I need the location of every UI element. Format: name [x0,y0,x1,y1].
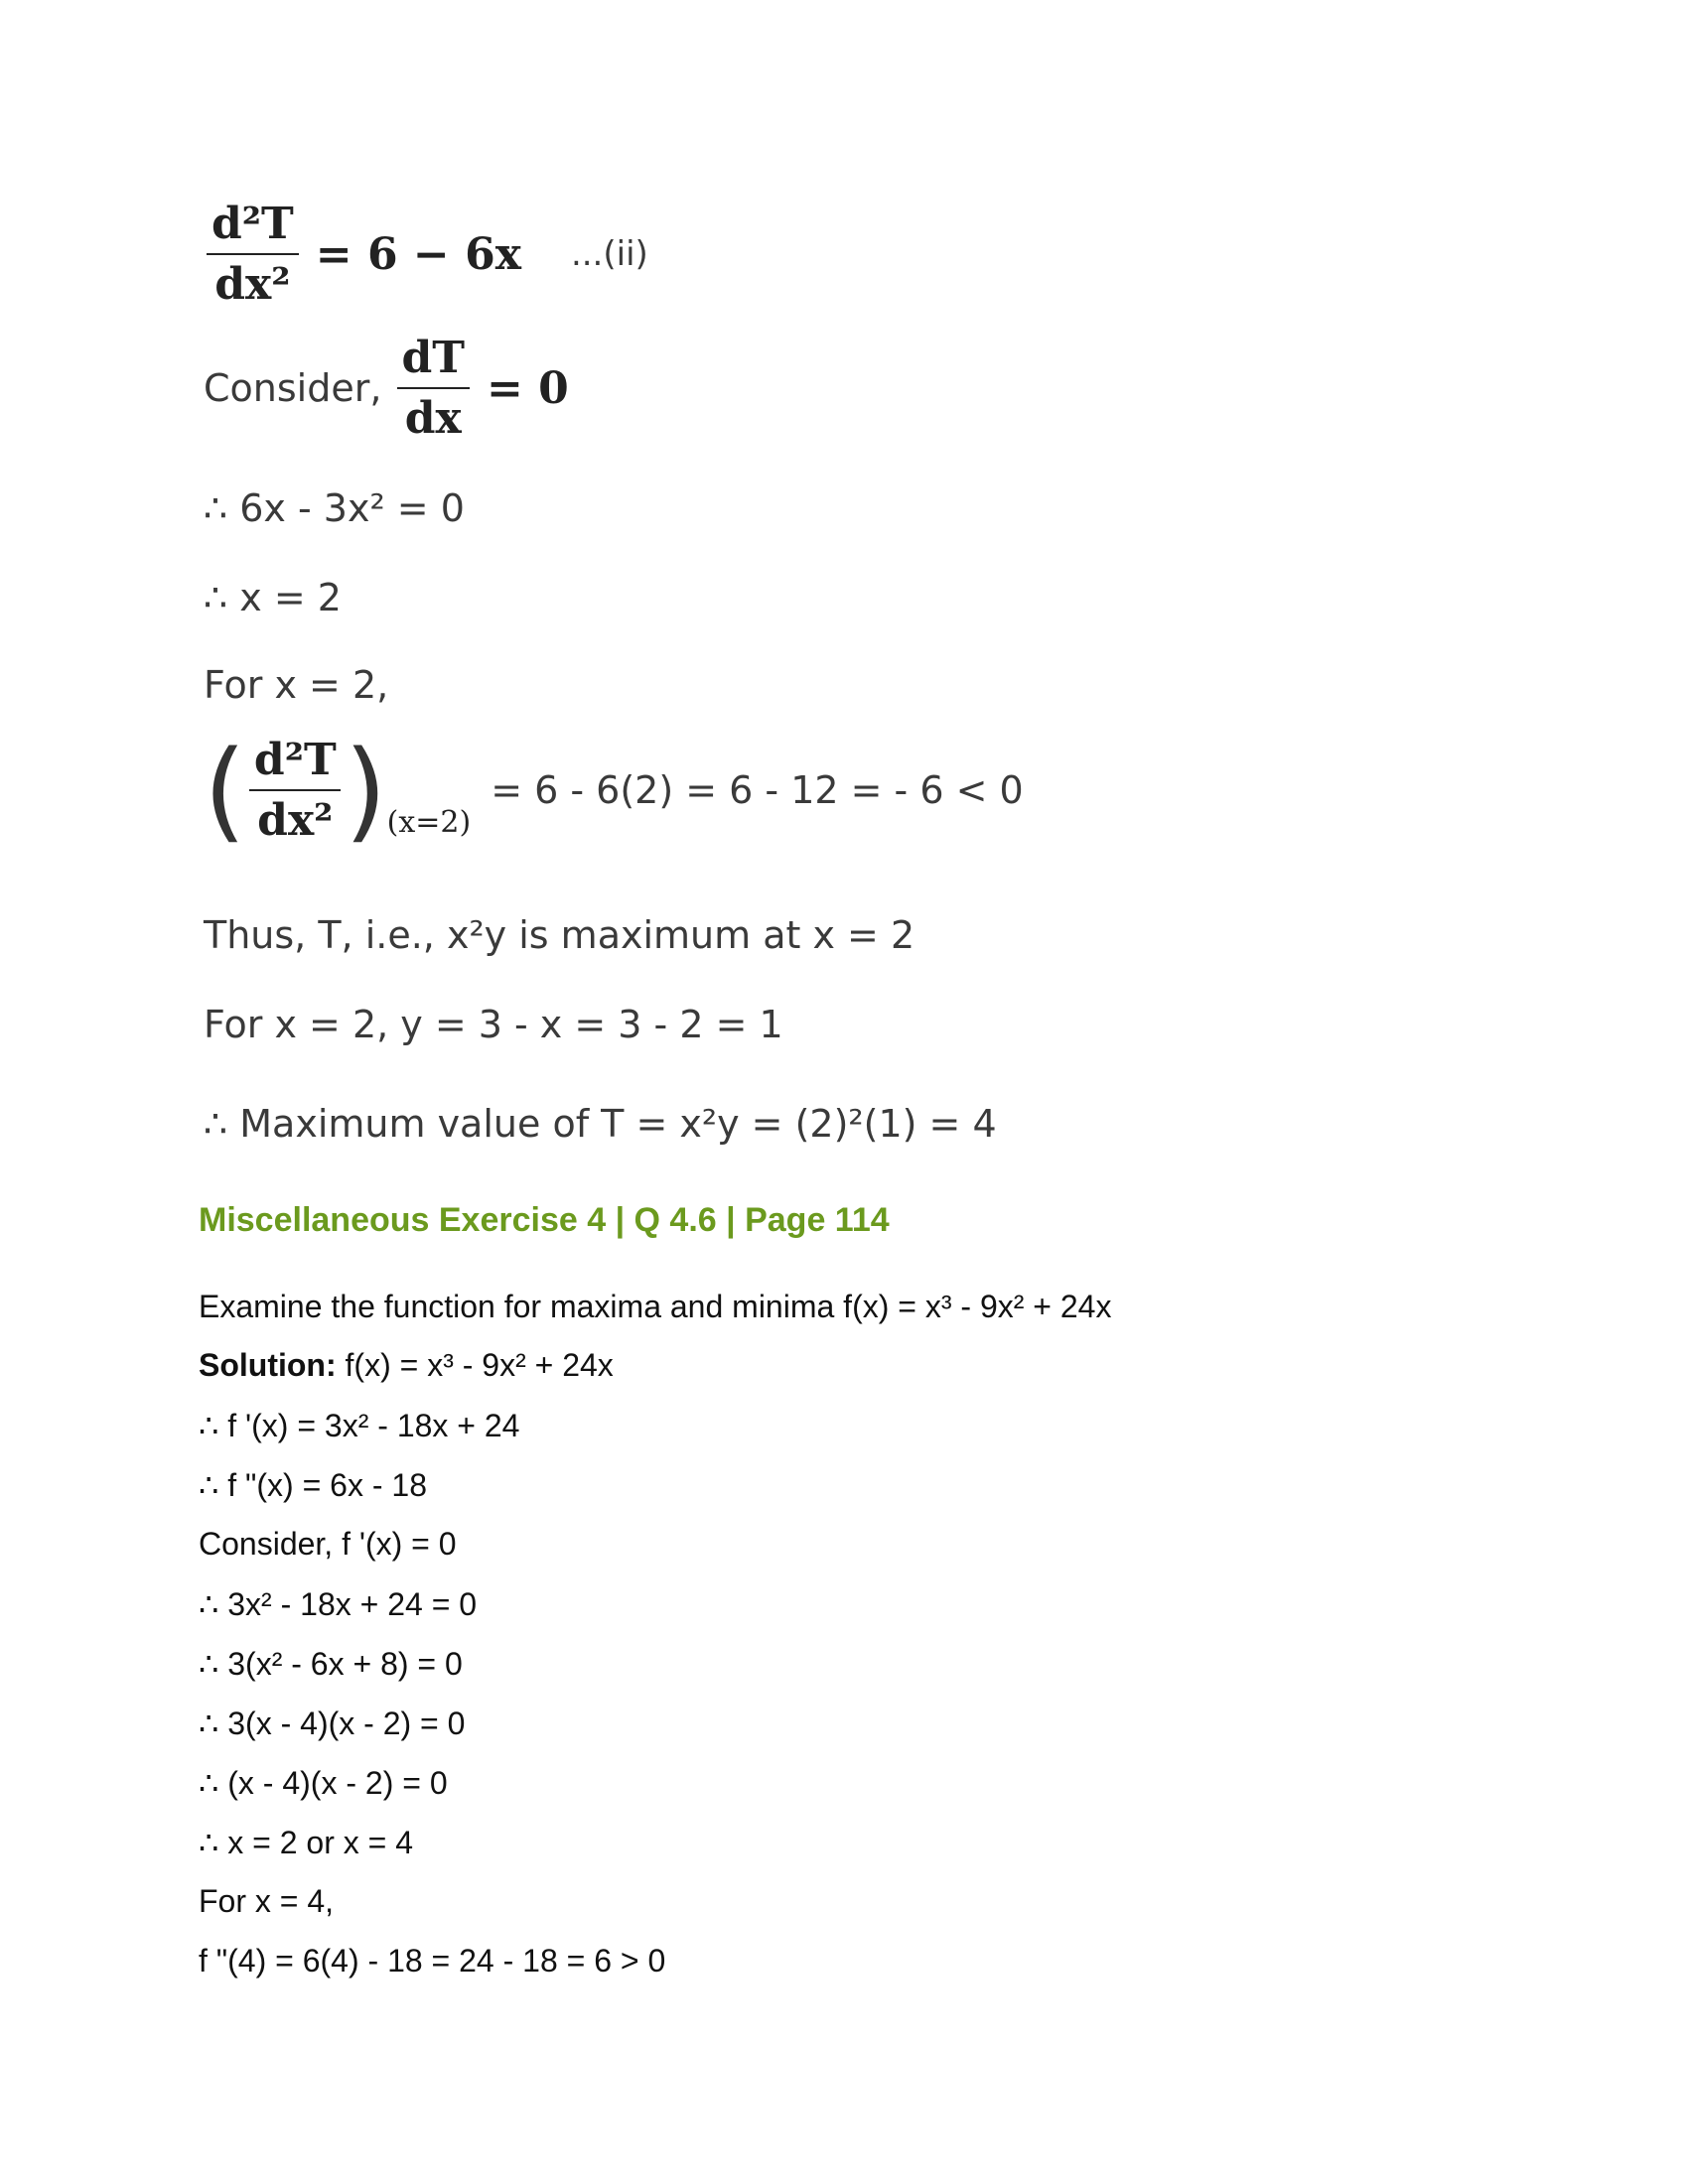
step-line: For x = 2, y = 3 - x = 3 - 2 = 1 [204,1003,783,1046]
fraction-numerator: d²T [211,199,294,249]
consider-equation [204,333,569,444]
step-line: For x = 2, [204,663,389,707]
step-line: For x = 4, [199,1883,335,1919]
consider-label: Consider, [204,366,382,410]
step-line: ∴ 3(x - 4)(x - 2) = 0 [199,1706,466,1741]
right-paren: ) [344,727,387,854]
evaluation-rhs: = 6 - 6(2) = 6 - 12 = - 6 < 0 [491,768,1024,812]
step-line: ∴ 3x² - 18x + 24 = 0 [199,1586,478,1622]
fraction-numerator: d²T [253,735,337,785]
fraction-denominator: dx² [249,789,341,846]
evaluation-subscript: (x=2) [386,805,472,840]
step-line: ∴ x = 2 or x = 4 [199,1825,414,1860]
solution-text: f(x) = x³ - 9x² + 24x [336,1347,614,1383]
step-line: Thus, T, i.e., x²y is maximum at x = 2 [204,913,915,957]
fraction-denominator: dx² [207,253,298,310]
second-derivative-fraction [246,735,345,846]
step-line: ∴ 3(x² - 6x + 8) = 0 [199,1646,463,1682]
equation-tag: ...(ii) [570,234,648,274]
step-line: f "(4) = 6(4) - 18 = 24 - 18 = 6 > 0 [199,1943,666,1979]
step-line: ∴ f '(x) = 3x² - 18x + 24 [199,1408,520,1443]
second-derivative-evaluation [204,727,1024,854]
solution-label: Solution: [199,1347,337,1383]
step-line: ∴ (x - 4)(x - 2) = 0 [199,1765,448,1801]
step-line: ∴ Maximum value of T = x²y = (2)²(1) = 4 [204,1102,997,1146]
question-text: Examine the function for maxima and minima f(x) = x³ - 9x² + 24x [199,1289,1112,1324]
step-line: ∴ f "(x) = 6x - 18 [199,1467,427,1503]
equation-rhs: = 6 − 6x [315,228,521,280]
first-derivative-fraction [393,333,473,444]
exercise-heading: Miscellaneous Exercise 4 | Q 4.6 | Page 114 [199,1201,890,1239]
equation-ii [204,199,648,310]
equation-rhs: = 0 [486,362,569,414]
solution-line [199,1347,614,1384]
left-paren: ( [204,727,246,854]
step-line: ∴ x = 2 [204,576,342,619]
second-derivative-fraction [204,199,302,310]
fraction-numerator: dT [401,333,465,383]
step-line: Consider, f '(x) = 0 [199,1526,457,1562]
fraction-denominator: dx [397,387,470,444]
step-line: ∴ 6x - 3x² = 0 [204,486,465,530]
